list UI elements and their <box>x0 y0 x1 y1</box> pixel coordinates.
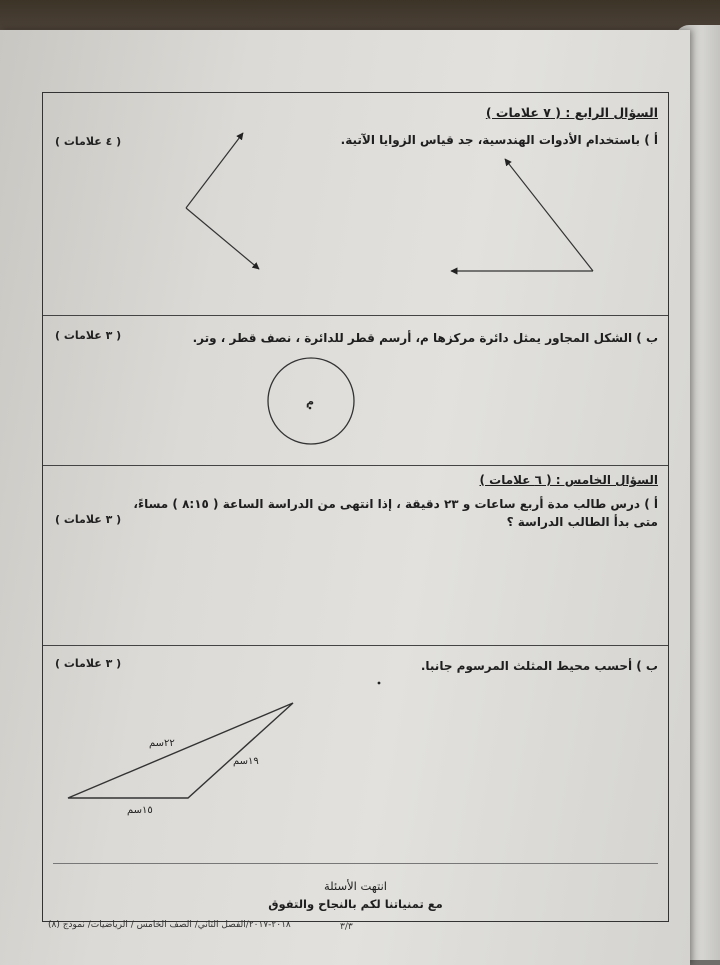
footer-page: ٣/٣ <box>340 922 353 932</box>
q4-a-marks: ( ٤ علامات ) <box>55 135 122 148</box>
end-separator <box>53 863 658 864</box>
center-label: م <box>306 395 315 408</box>
end-line2: مع تمنياتنا لكم بالنجاح والتفوق <box>268 897 443 911</box>
q5-a-marks: ( ٣ علامات ) <box>55 513 122 526</box>
q5-a-text-line2: متى بدأ الطالب الدراسة ؟ <box>506 515 658 529</box>
q5-a-text-line1: أ ) درس طالب مدة أربع ساعات و ٢٣ دقيقة ، إذا انتهى من الدراسة الساعة ( ٨:١٥ ) مساءً، <box>133 497 658 511</box>
q4-a-text: أ ) باستخدام الأدوات الهندسية، جد قياس الزوايا الآتية. <box>340 133 658 147</box>
triangle-figure <box>43 93 670 923</box>
q5-title: السؤال الخامس : ( ٦ علامات ) <box>479 473 658 487</box>
end-line1: انتهت الأسئلة <box>324 879 387 893</box>
q5-b-marks: ( ٣ علامات ) <box>55 657 122 670</box>
q4-b-text: ب ) الشكل المجاور يمثل دائرة مركزها م، أرسم قطر للدائرة ، نصف قطر ، وتر. <box>192 331 658 345</box>
side-long-label: ٢٢سم <box>149 738 175 749</box>
q4-title: السؤال الرابع : ( ٧ علامات ) <box>485 105 658 120</box>
q4-b-marks: ( ٣ علامات ) <box>55 329 122 342</box>
q5-b-text: ب ) أحسب محيط المثلث المرسوم جانبا. <box>420 659 658 673</box>
footer-info: ٢٠١٨-٢٠١٧/الفصل الثاني/ الصف الخامس / الرياضيات/ نموذج (٨) <box>48 920 291 930</box>
exam-frame <box>42 92 669 922</box>
side-right-label: ١٩سم <box>233 756 259 767</box>
side-bottom-label: ١٥سم <box>127 805 153 816</box>
